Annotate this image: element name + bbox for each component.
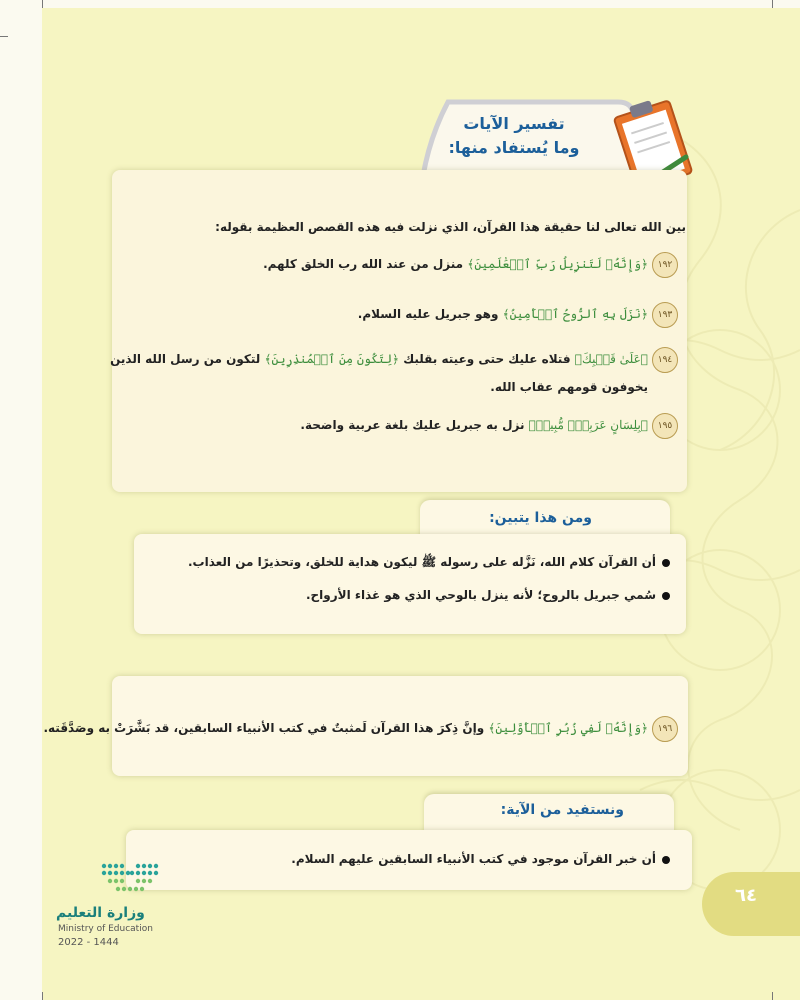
verse-text: ﴿نَزَلَ بِهِ ٱلرُّوحُ ٱلۡأَمِينُ﴾: [502, 307, 648, 321]
benefit-title: ونستفيد من الآية:: [500, 802, 624, 818]
bullet-icon: [662, 559, 670, 567]
ministry-year: 2022 - 1444: [58, 937, 119, 948]
crop-mark: [0, 36, 8, 37]
verse-text: ﴿بِلِسَانٍ عَرَبِيّٖ مُّبِينٖ﴾: [528, 418, 648, 432]
verse-explanation-continued: يخوفون قومهم عقاب الله.: [490, 380, 648, 394]
ayah-number-medal: ١٩٦: [652, 716, 678, 742]
ayah-number-medal: ١٩٢: [652, 252, 678, 278]
lessons-title: ومن هذا يتبين:: [489, 510, 592, 526]
verse-explanation: وإنَّ ذِكرَ هذا القرآن لَمثبتٌ في كتب الأنبياء السابقين، قد بَشَّرَتْ به وصَدَّقَته.: [43, 721, 485, 735]
section-title: [430, 112, 598, 160]
tafsir-card: [112, 170, 687, 492]
section-title-line1: تفسير الآيات: [463, 114, 565, 133]
ayah-number-medal: ١٩٤: [652, 347, 678, 373]
ministry-name-ar: وزارة التعليم: [56, 905, 145, 921]
verse-text: ﴿وَإِنَّهُۥ لَتَنزِيلُ رَبِّ ٱلۡعَٰلَمِينَ﴾: [467, 257, 648, 271]
verse-explanation: منزل من عند الله رب الخلق كلهم.: [263, 257, 464, 271]
ministry-logo-icon: [98, 858, 162, 898]
verse-text: ﴿لِتَكُونَ مِنَ ٱلۡمُنذِرِينَ﴾: [264, 352, 400, 366]
verse-explanation: وهو جبريل عليه السلام.: [357, 307, 499, 321]
verse-line: [43, 721, 648, 735]
ayah-number-medal: ١٩٣: [652, 302, 678, 328]
crop-mark: [42, 992, 43, 1000]
bullet-icon: [662, 856, 670, 864]
verse-explanation: لتكون من رسل الله الذين: [110, 352, 261, 366]
list-item-text: أن خبر القرآن موجود في كتب الأنبياء السابقين عليهم السلام.: [291, 852, 656, 866]
verse-line: [263, 257, 648, 271]
page-number: ٦٤: [735, 885, 757, 906]
ayah-number-medal: ١٩٥: [652, 413, 678, 439]
verse-explanation: فتلاه عليك حتى وعيته بقلبك: [403, 352, 571, 366]
list-item-text: أن القرآن كلام الله، نَزَّله على رسوله ﷺ ليكون هداية للخلق، وتحذيرًا من العذاب.: [187, 555, 656, 569]
list-item: [291, 852, 670, 866]
crop-mark: [772, 992, 773, 1000]
list-item-text: سُمي جبريل بالروح؛ لأنه ينزل بالوحي الذي هو غذاء الأرواح.: [305, 588, 656, 602]
verse-line: [300, 418, 648, 432]
list-item: [188, 555, 670, 572]
ministry-name-en: Ministry of Education: [58, 924, 153, 934]
list-item: [306, 588, 670, 602]
tafsir-intro: بين الله تعالى لنا حقيقة هذا القرآن، الذي نزلت فيه هذه القصص العظيمة بقوله:: [215, 220, 686, 234]
crop-mark: [42, 0, 43, 8]
verse-text: ﴿وَإِنَّهُۥ لَفِي زُبُرِ ٱلۡأَوَّلِينَ﴾: [488, 721, 648, 735]
crop-mark: [772, 0, 773, 8]
bullet-icon: [662, 592, 670, 600]
verse-line: [110, 352, 648, 366]
verse-text: ﴿عَلَىٰ قَلۡبِكَ﴾: [574, 352, 648, 366]
section-title-line2: وما يُستفاد منها:: [448, 138, 580, 157]
verse-explanation: نزل به جبريل عليك بلغة عربية واضحة.: [300, 418, 525, 432]
lessons-card: [134, 534, 686, 634]
verse-line: [358, 307, 648, 321]
